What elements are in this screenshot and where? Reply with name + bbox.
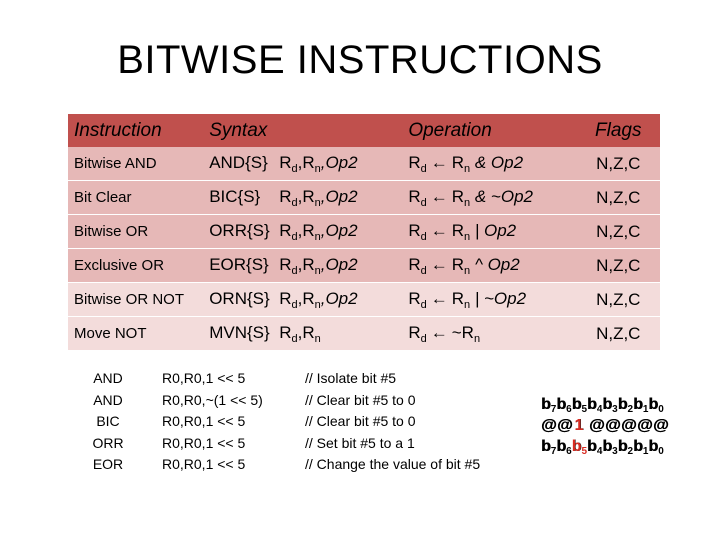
op-rd-sub: d: [420, 264, 427, 277]
operation-cell: [402, 283, 576, 317]
bit-letter: b: [633, 438, 643, 455]
op-rd: R: [408, 288, 421, 308]
syntax-rn-sub: n: [314, 162, 321, 175]
flags-cell: N,Z,C: [577, 215, 660, 249]
op-rn-sub: n: [464, 298, 471, 311]
bit-row-bottom: [541, 436, 669, 457]
op-rd-sub: d: [420, 230, 427, 243]
code-mnemonic: AND: [93, 391, 123, 408]
op-rn: R: [451, 220, 465, 240]
op-rd-sub: d: [420, 162, 427, 175]
op-rn: R: [451, 288, 465, 308]
bit-index: 7: [550, 446, 557, 457]
flags-cell: N,Z,C: [577, 249, 660, 283]
syntax-cell: [203, 317, 402, 351]
syntax-op2: ,Op2: [320, 288, 358, 308]
code-mnemonic: ORR: [92, 434, 124, 451]
op-rn-sub: n: [464, 230, 471, 243]
op-rd-sub: d: [420, 298, 427, 311]
flags-cell: N,Z,C: [577, 317, 660, 351]
bit-mark: @: [653, 417, 669, 434]
syntax-rd: R: [279, 152, 292, 172]
code-operand: R0,R0,1 << 5: [162, 370, 246, 386]
code-comments: [305, 368, 480, 476]
syntax-mnemonic: EOR{S}: [209, 254, 269, 274]
bit-letter: b: [571, 438, 582, 455]
syntax-rd-sub: d: [291, 196, 298, 209]
syntax-rn: ,R: [297, 186, 315, 206]
syntax-rn-sub: n: [314, 196, 321, 209]
syntax-rd-sub: d: [291, 264, 298, 277]
operation-cell: [402, 317, 576, 351]
syntax-cell: [203, 283, 402, 317]
op-expression: & Op2: [470, 152, 524, 172]
syntax-rd-sub: d: [291, 230, 298, 243]
code-mnemonic: BIC: [96, 413, 120, 429]
table-row: [68, 283, 660, 317]
flags-cell: N,Z,C: [577, 283, 660, 317]
op-expression: | Op2: [470, 220, 517, 240]
syntax-rn-sub: n: [314, 332, 321, 345]
code-operand: R0,R0,1 << 5: [162, 434, 246, 451]
bit-letter: b: [556, 438, 567, 455]
bit-letter: b: [648, 438, 659, 455]
header-instruction: Instruction: [68, 114, 203, 147]
instruction-cell: Bitwise AND: [68, 147, 203, 181]
code-comment: // Change the value of bit #5: [305, 456, 481, 472]
header-syntax: Syntax: [203, 114, 402, 147]
code-operand: R0,R0,1 << 5: [162, 456, 246, 472]
bit-index: 6: [566, 446, 572, 457]
syntax-rd: R: [279, 254, 292, 274]
bit-letter: b: [633, 396, 643, 413]
flags-cell: N,Z,C: [577, 147, 660, 181]
syntax-op2: ,Op2: [320, 152, 358, 172]
table-row: [68, 147, 660, 181]
code-mnemonic: EOR: [92, 456, 124, 472]
bit-index: 3: [612, 404, 618, 415]
bit-index: 2: [627, 404, 634, 415]
syntax-rn-sub: n: [314, 264, 321, 277]
bit-row-marks: [541, 415, 669, 436]
bit-mark: @: [541, 417, 557, 434]
instruction-cell: Bit Clear: [68, 181, 203, 215]
op-rd: R: [408, 152, 421, 172]
bit-index: 5: [581, 446, 588, 457]
op-rn: R: [451, 186, 465, 206]
syntax-op2: ,Op2: [320, 254, 358, 274]
syntax-cell: [203, 249, 402, 283]
instructions-table: [68, 114, 660, 351]
code-operand: R0,R0,1 << 5: [162, 413, 246, 429]
code-comment: // Set bit #5 to a 1: [305, 434, 415, 451]
syntax-rd: R: [279, 288, 292, 308]
syntax-rd-sub: d: [291, 298, 298, 311]
table-header-row: [68, 114, 660, 147]
syntax-rn-sub: n: [314, 298, 321, 311]
left-arrow-icon: ←: [430, 220, 448, 240]
syntax-cell: [203, 181, 402, 215]
bit-mark: @: [621, 417, 637, 434]
op-rd-sub: d: [420, 196, 427, 209]
bit-letter: b: [602, 438, 613, 455]
header-flags: Flags: [577, 114, 660, 147]
syntax-mnemonic: BIC{S}: [209, 186, 261, 206]
op-rn: R: [451, 254, 465, 274]
syntax-rn: ,R: [297, 152, 315, 172]
bit-mark: @: [589, 417, 605, 434]
instruction-cell: Move NOT: [68, 317, 203, 351]
syntax-rd-sub: d: [291, 332, 298, 345]
table-row: [68, 249, 660, 283]
syntax-rd: R: [279, 186, 292, 206]
op-expression: & ~Op2: [470, 186, 533, 206]
bit-mark: @: [605, 417, 621, 434]
bit-diagram: [541, 394, 669, 457]
syntax-rn-sub: n: [314, 230, 321, 243]
op-rd: R: [408, 220, 421, 240]
code-mnemonic: AND: [93, 370, 123, 386]
syntax-cell: [203, 147, 402, 181]
bit-mark: @: [557, 417, 573, 434]
instruction-cell: Exclusive OR: [68, 249, 203, 283]
table-row: [68, 181, 660, 215]
syntax-rn: ,R: [297, 322, 315, 342]
bit-index: 0: [658, 404, 664, 415]
op-expression: | ~Op2: [470, 288, 527, 308]
op-rd: R: [408, 322, 421, 342]
syntax-mnemonic: AND{S}: [209, 152, 268, 172]
bit-letter: b: [541, 396, 551, 413]
bit-letter: b: [648, 396, 659, 413]
bit-index: 2: [627, 446, 634, 457]
flags-cell: N,Z,C: [577, 181, 660, 215]
op-rn-sub: n: [464, 162, 471, 175]
op-expression: ^ Op2: [470, 254, 520, 274]
code-comment: // Clear bit #5 to 0: [305, 391, 416, 408]
page-title: BITWISE INSTRUCTIONS: [117, 38, 603, 82]
bit-letter: b: [587, 438, 597, 455]
operation-cell: [402, 147, 576, 181]
left-arrow-icon: ←: [430, 254, 448, 274]
code-comment: // Isolate bit #5: [305, 370, 397, 386]
code-mnemonics: [88, 368, 128, 476]
op-rn-sub: n: [464, 196, 471, 209]
op-rn: R: [451, 152, 465, 172]
bit-letter: b: [571, 396, 582, 413]
bit-mark: @: [637, 417, 653, 434]
bit-index: 7: [550, 404, 557, 415]
op-rn-sub: n: [464, 264, 471, 277]
bit-letter: b: [587, 396, 597, 413]
syntax-op2: ,Op2: [320, 220, 358, 240]
left-arrow-icon: ←: [430, 152, 448, 172]
table-row: [68, 317, 660, 351]
code-operands: [162, 368, 263, 476]
op-rd-sub: d: [420, 332, 427, 345]
op-rd: R: [408, 254, 421, 274]
syntax-rn: ,R: [297, 288, 315, 308]
bit-index: 4: [596, 404, 603, 415]
syntax-rd: R: [279, 220, 292, 240]
left-arrow-icon: ←: [430, 288, 448, 308]
bit-index: 5: [581, 404, 588, 415]
syntax-rd: R: [279, 322, 292, 342]
bit-index: 1: [642, 404, 649, 415]
bit-index: 0: [658, 446, 664, 457]
syntax-mnemonic: MVN{S}: [209, 322, 270, 342]
syntax-rn: ,R: [297, 220, 315, 240]
syntax-op2: ,Op2: [320, 186, 358, 206]
syntax-mnemonic: ORR{S}: [209, 220, 270, 240]
left-arrow-icon: ←: [430, 186, 448, 206]
bit-index: 1: [642, 446, 649, 457]
table-row: [68, 215, 660, 249]
code-comment: // Clear bit #5 to 0: [305, 413, 416, 429]
bit-letter: b: [541, 438, 551, 455]
bit-mark: 1: [574, 417, 584, 434]
bit-index: 6: [566, 404, 572, 415]
bit-letter: b: [617, 396, 628, 413]
operation-cell: [402, 215, 576, 249]
left-arrow-icon: ←: [430, 322, 448, 342]
bit-letter: b: [602, 396, 613, 413]
syntax-cell: [203, 215, 402, 249]
op-rn-sub: n: [473, 332, 481, 345]
syntax-mnemonic: ORN{S}: [209, 288, 270, 308]
bit-letter: b: [617, 438, 628, 455]
syntax-rn: ,R: [297, 254, 315, 274]
bit-row-top: [541, 394, 669, 415]
bit-letter: b: [556, 396, 567, 413]
op-rn: ~R: [451, 322, 474, 342]
instruction-cell: Bitwise OR NOT: [68, 283, 203, 317]
header-operation: Operation: [402, 114, 576, 147]
instruction-cell: Bitwise OR: [68, 215, 203, 249]
bit-index: 4: [596, 446, 603, 457]
operation-cell: [402, 249, 576, 283]
operation-cell: [402, 181, 576, 215]
syntax-rd-sub: d: [291, 162, 298, 175]
op-rd: R: [408, 186, 421, 206]
bit-index: 3: [612, 446, 618, 457]
code-operand: R0,R0,~(1 << 5): [162, 391, 263, 408]
